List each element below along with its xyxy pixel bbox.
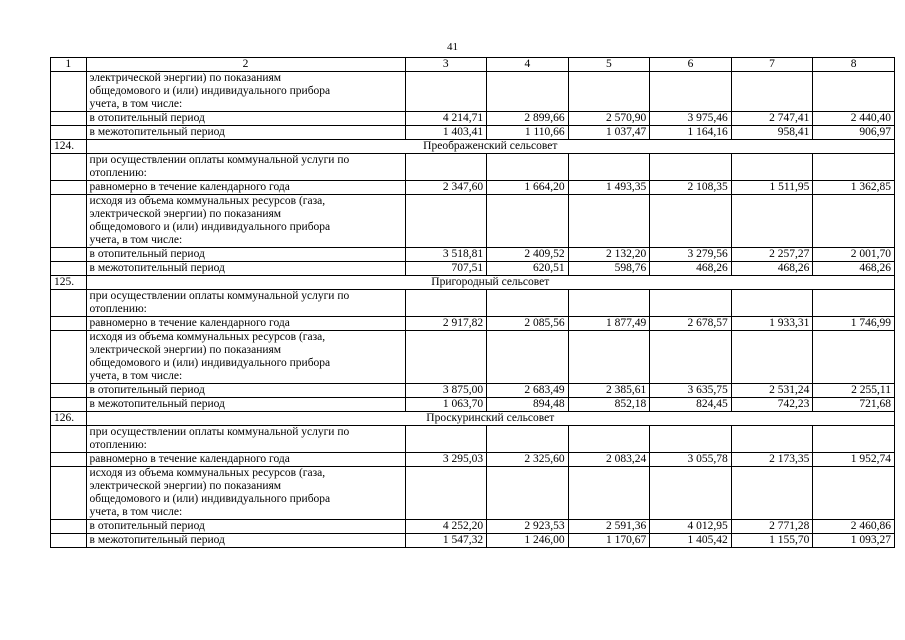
value-cell [813, 195, 895, 248]
header-cell: 6 [650, 58, 732, 72]
value-cell [813, 154, 895, 181]
row-description [86, 195, 405, 248]
row-description [86, 426, 405, 453]
table-header-row [51, 58, 895, 72]
table-row [51, 317, 895, 331]
row-label: в межотопительный период [86, 262, 405, 276]
description-line: общедомового и (или) индивидуального прибора [89, 357, 331, 369]
value-cell: 894,48 [487, 398, 569, 412]
value-cell [731, 290, 813, 317]
page-number: 41 [447, 41, 458, 53]
value-cell: 2 899,66 [487, 112, 569, 126]
value-cell: 707,51 [405, 262, 487, 276]
value-cell: 1 164,16 [650, 126, 732, 140]
value-cell: 2 132,20 [568, 248, 650, 262]
row-label: в отопительный период [86, 112, 405, 126]
description-row [51, 331, 895, 384]
value-cell: 1 952,74 [813, 453, 895, 467]
value-cell: 3 975,46 [650, 112, 732, 126]
row-label: в межотопительный период [86, 534, 405, 548]
row-number-cell [51, 398, 87, 412]
description-line: при осуществлении оплаты коммунальной услуги по [89, 426, 350, 438]
value-cell [405, 195, 487, 248]
value-cell [568, 290, 650, 317]
header-cell: 1 [51, 58, 87, 72]
row-number-cell [51, 195, 87, 248]
row-label: в отопительный период [86, 248, 405, 262]
description-row [51, 467, 895, 520]
section-number: 125. [51, 276, 87, 290]
value-cell [487, 72, 569, 112]
table-row [51, 384, 895, 398]
description-row [51, 72, 895, 112]
value-cell: 1 037,47 [568, 126, 650, 140]
value-cell [813, 467, 895, 520]
row-label: равномерно в течение календарного года [86, 453, 405, 467]
description-line: электрической энергии) по показаниям [89, 72, 282, 84]
description-line: при осуществлении оплаты коммунальной услуги по [89, 290, 350, 302]
value-cell: 2 570,90 [568, 112, 650, 126]
header-cell: 2 [86, 58, 405, 72]
value-cell: 2 923,53 [487, 520, 569, 534]
row-number-cell [51, 290, 87, 317]
value-cell [650, 72, 732, 112]
value-cell: 2 771,28 [731, 520, 813, 534]
description-line: общедомового и (или) индивидуального прибора [89, 85, 331, 97]
value-cell: 468,26 [650, 262, 732, 276]
value-cell: 1 093,27 [813, 534, 895, 548]
value-cell [405, 426, 487, 453]
section-title: Преображенский сельсовет [86, 140, 894, 154]
value-cell: 598,76 [568, 262, 650, 276]
value-cell: 4 252,20 [405, 520, 487, 534]
value-cell: 1 403,41 [405, 126, 487, 140]
row-number-cell [51, 154, 87, 181]
value-cell: 3 055,78 [650, 453, 732, 467]
value-cell: 1 063,70 [405, 398, 487, 412]
row-number-cell [51, 426, 87, 453]
row-label: в межотопительный период [86, 398, 405, 412]
section-title: Проскуринский сельсовет [86, 412, 894, 426]
row-number-cell [51, 534, 87, 548]
value-cell: 2 591,36 [568, 520, 650, 534]
row-description [86, 290, 405, 317]
value-cell: 468,26 [731, 262, 813, 276]
tariff-table-body [51, 58, 895, 548]
table-row [51, 248, 895, 262]
table-row [51, 112, 895, 126]
value-cell [813, 426, 895, 453]
value-cell: 3 875,00 [405, 384, 487, 398]
description-line: исходя из объема коммунальных ресурсов (газа, [89, 195, 326, 207]
section-row [51, 412, 895, 426]
row-number-cell [51, 317, 87, 331]
value-cell [650, 195, 732, 248]
value-cell: 2 108,35 [650, 181, 732, 195]
value-cell: 3 279,56 [650, 248, 732, 262]
value-cell: 3 518,81 [405, 248, 487, 262]
value-cell [405, 72, 487, 112]
value-cell [731, 72, 813, 112]
value-cell [487, 426, 569, 453]
value-cell: 2 385,61 [568, 384, 650, 398]
description-row [51, 154, 895, 181]
value-cell: 1 170,67 [568, 534, 650, 548]
description-line: при осуществлении оплаты коммунальной услуги по [89, 154, 350, 166]
header-cell: 3 [405, 58, 487, 72]
value-cell [731, 195, 813, 248]
value-cell: 1 664,20 [487, 181, 569, 195]
row-number-cell [51, 467, 87, 520]
value-cell: 958,41 [731, 126, 813, 140]
row-description [86, 467, 405, 520]
value-cell: 620,51 [487, 262, 569, 276]
value-cell: 2 531,24 [731, 384, 813, 398]
description-line: электрической энергии) по показаниям [89, 344, 282, 356]
row-number-cell [51, 453, 87, 467]
row-number-cell [51, 520, 87, 534]
value-cell: 468,26 [813, 262, 895, 276]
tariff-table [50, 57, 895, 548]
value-cell [731, 331, 813, 384]
description-line: электрической энергии) по показаниям [89, 208, 282, 220]
value-cell: 1 933,31 [731, 317, 813, 331]
value-cell: 1 746,99 [813, 317, 895, 331]
value-cell: 1 877,49 [568, 317, 650, 331]
value-cell [650, 154, 732, 181]
description-line: отоплению: [89, 303, 147, 315]
description-line: исходя из объема коммунальных ресурсов (газа, [89, 331, 326, 343]
value-cell: 2 001,70 [813, 248, 895, 262]
row-label: равномерно в течение календарного года [86, 181, 405, 195]
description-line: общедомового и (или) индивидуального прибора [89, 493, 331, 505]
row-number-cell [51, 384, 87, 398]
value-cell [568, 467, 650, 520]
row-number-cell [51, 72, 87, 112]
row-number-cell [51, 112, 87, 126]
value-cell [650, 290, 732, 317]
value-cell: 2 257,27 [731, 248, 813, 262]
row-description [86, 331, 405, 384]
value-cell: 1 405,42 [650, 534, 732, 548]
description-line: учета, в том числе: [89, 234, 183, 246]
value-cell [731, 467, 813, 520]
header-cell: 8 [813, 58, 895, 72]
value-cell: 852,18 [568, 398, 650, 412]
row-label: в отопительный период [86, 520, 405, 534]
section-row [51, 140, 895, 154]
header-cell: 4 [487, 58, 569, 72]
section-row [51, 276, 895, 290]
description-line: учета, в том числе: [89, 370, 183, 382]
row-label: равномерно в течение календарного года [86, 317, 405, 331]
value-cell [487, 467, 569, 520]
value-cell: 1 246,00 [487, 534, 569, 548]
table-row [51, 126, 895, 140]
value-cell: 2 678,57 [650, 317, 732, 331]
description-line: электрической энергии) по показаниям [89, 480, 282, 492]
table-row [51, 398, 895, 412]
section-number: 124. [51, 140, 87, 154]
description-line: отоплению: [89, 439, 147, 451]
value-cell: 3 635,75 [650, 384, 732, 398]
table-row [51, 534, 895, 548]
value-cell [405, 467, 487, 520]
value-cell [568, 426, 650, 453]
description-line: исходя из объема коммунальных ресурсов (газа, [89, 467, 326, 479]
description-row [51, 195, 895, 248]
value-cell: 2 255,11 [813, 384, 895, 398]
value-cell: 1 362,85 [813, 181, 895, 195]
value-cell [405, 331, 487, 384]
value-cell: 2 085,56 [487, 317, 569, 331]
value-cell: 4 012,95 [650, 520, 732, 534]
table-row [51, 520, 895, 534]
value-cell [731, 154, 813, 181]
value-cell: 4 214,71 [405, 112, 487, 126]
value-cell: 742,23 [731, 398, 813, 412]
value-cell: 3 295,03 [405, 453, 487, 467]
value-cell: 1 155,70 [731, 534, 813, 548]
value-cell: 2 409,52 [487, 248, 569, 262]
header-cell: 7 [731, 58, 813, 72]
row-number-cell [51, 126, 87, 140]
value-cell [487, 331, 569, 384]
value-cell: 2 747,41 [731, 112, 813, 126]
value-cell [813, 290, 895, 317]
value-cell [487, 290, 569, 317]
value-cell: 2 917,82 [405, 317, 487, 331]
description-row [51, 426, 895, 453]
value-cell: 2 347,60 [405, 181, 487, 195]
row-number-cell [51, 181, 87, 195]
table-row [51, 181, 895, 195]
value-cell [731, 426, 813, 453]
value-cell: 2 325,60 [487, 453, 569, 467]
description-line: учета, в том числе: [89, 506, 183, 518]
value-cell [568, 331, 650, 384]
value-cell [405, 290, 487, 317]
header-cell: 5 [568, 58, 650, 72]
description-line: общедомового и (или) индивидуального прибора [89, 221, 331, 233]
value-cell: 2 083,24 [568, 453, 650, 467]
row-label: в межотопительный период [86, 126, 405, 140]
row-number-cell [51, 248, 87, 262]
value-cell: 2 173,35 [731, 453, 813, 467]
row-number-cell [51, 262, 87, 276]
row-number-cell [51, 331, 87, 384]
description-line: учета, в том числе: [89, 98, 183, 110]
value-cell: 1 110,66 [487, 126, 569, 140]
row-description [86, 72, 405, 112]
value-cell [405, 154, 487, 181]
value-cell [568, 195, 650, 248]
value-cell [487, 195, 569, 248]
value-cell [813, 331, 895, 384]
row-description [86, 154, 405, 181]
value-cell: 2 683,49 [487, 384, 569, 398]
row-label: в отопительный период [86, 384, 405, 398]
value-cell [650, 467, 732, 520]
value-cell: 824,45 [650, 398, 732, 412]
value-cell [487, 154, 569, 181]
value-cell: 1 511,95 [731, 181, 813, 195]
value-cell [568, 154, 650, 181]
description-row [51, 290, 895, 317]
value-cell: 1 547,32 [405, 534, 487, 548]
value-cell: 906,97 [813, 126, 895, 140]
description-line: отоплению: [89, 167, 147, 179]
table-row [51, 453, 895, 467]
value-cell [568, 72, 650, 112]
value-cell: 2 440,40 [813, 112, 895, 126]
section-number: 126. [51, 412, 87, 426]
table-row [51, 262, 895, 276]
value-cell [650, 426, 732, 453]
value-cell: 721,68 [813, 398, 895, 412]
section-title: Пригородный сельсовет [86, 276, 894, 290]
value-cell [650, 331, 732, 384]
value-cell [813, 72, 895, 112]
value-cell: 1 493,35 [568, 181, 650, 195]
value-cell: 2 460,86 [813, 520, 895, 534]
